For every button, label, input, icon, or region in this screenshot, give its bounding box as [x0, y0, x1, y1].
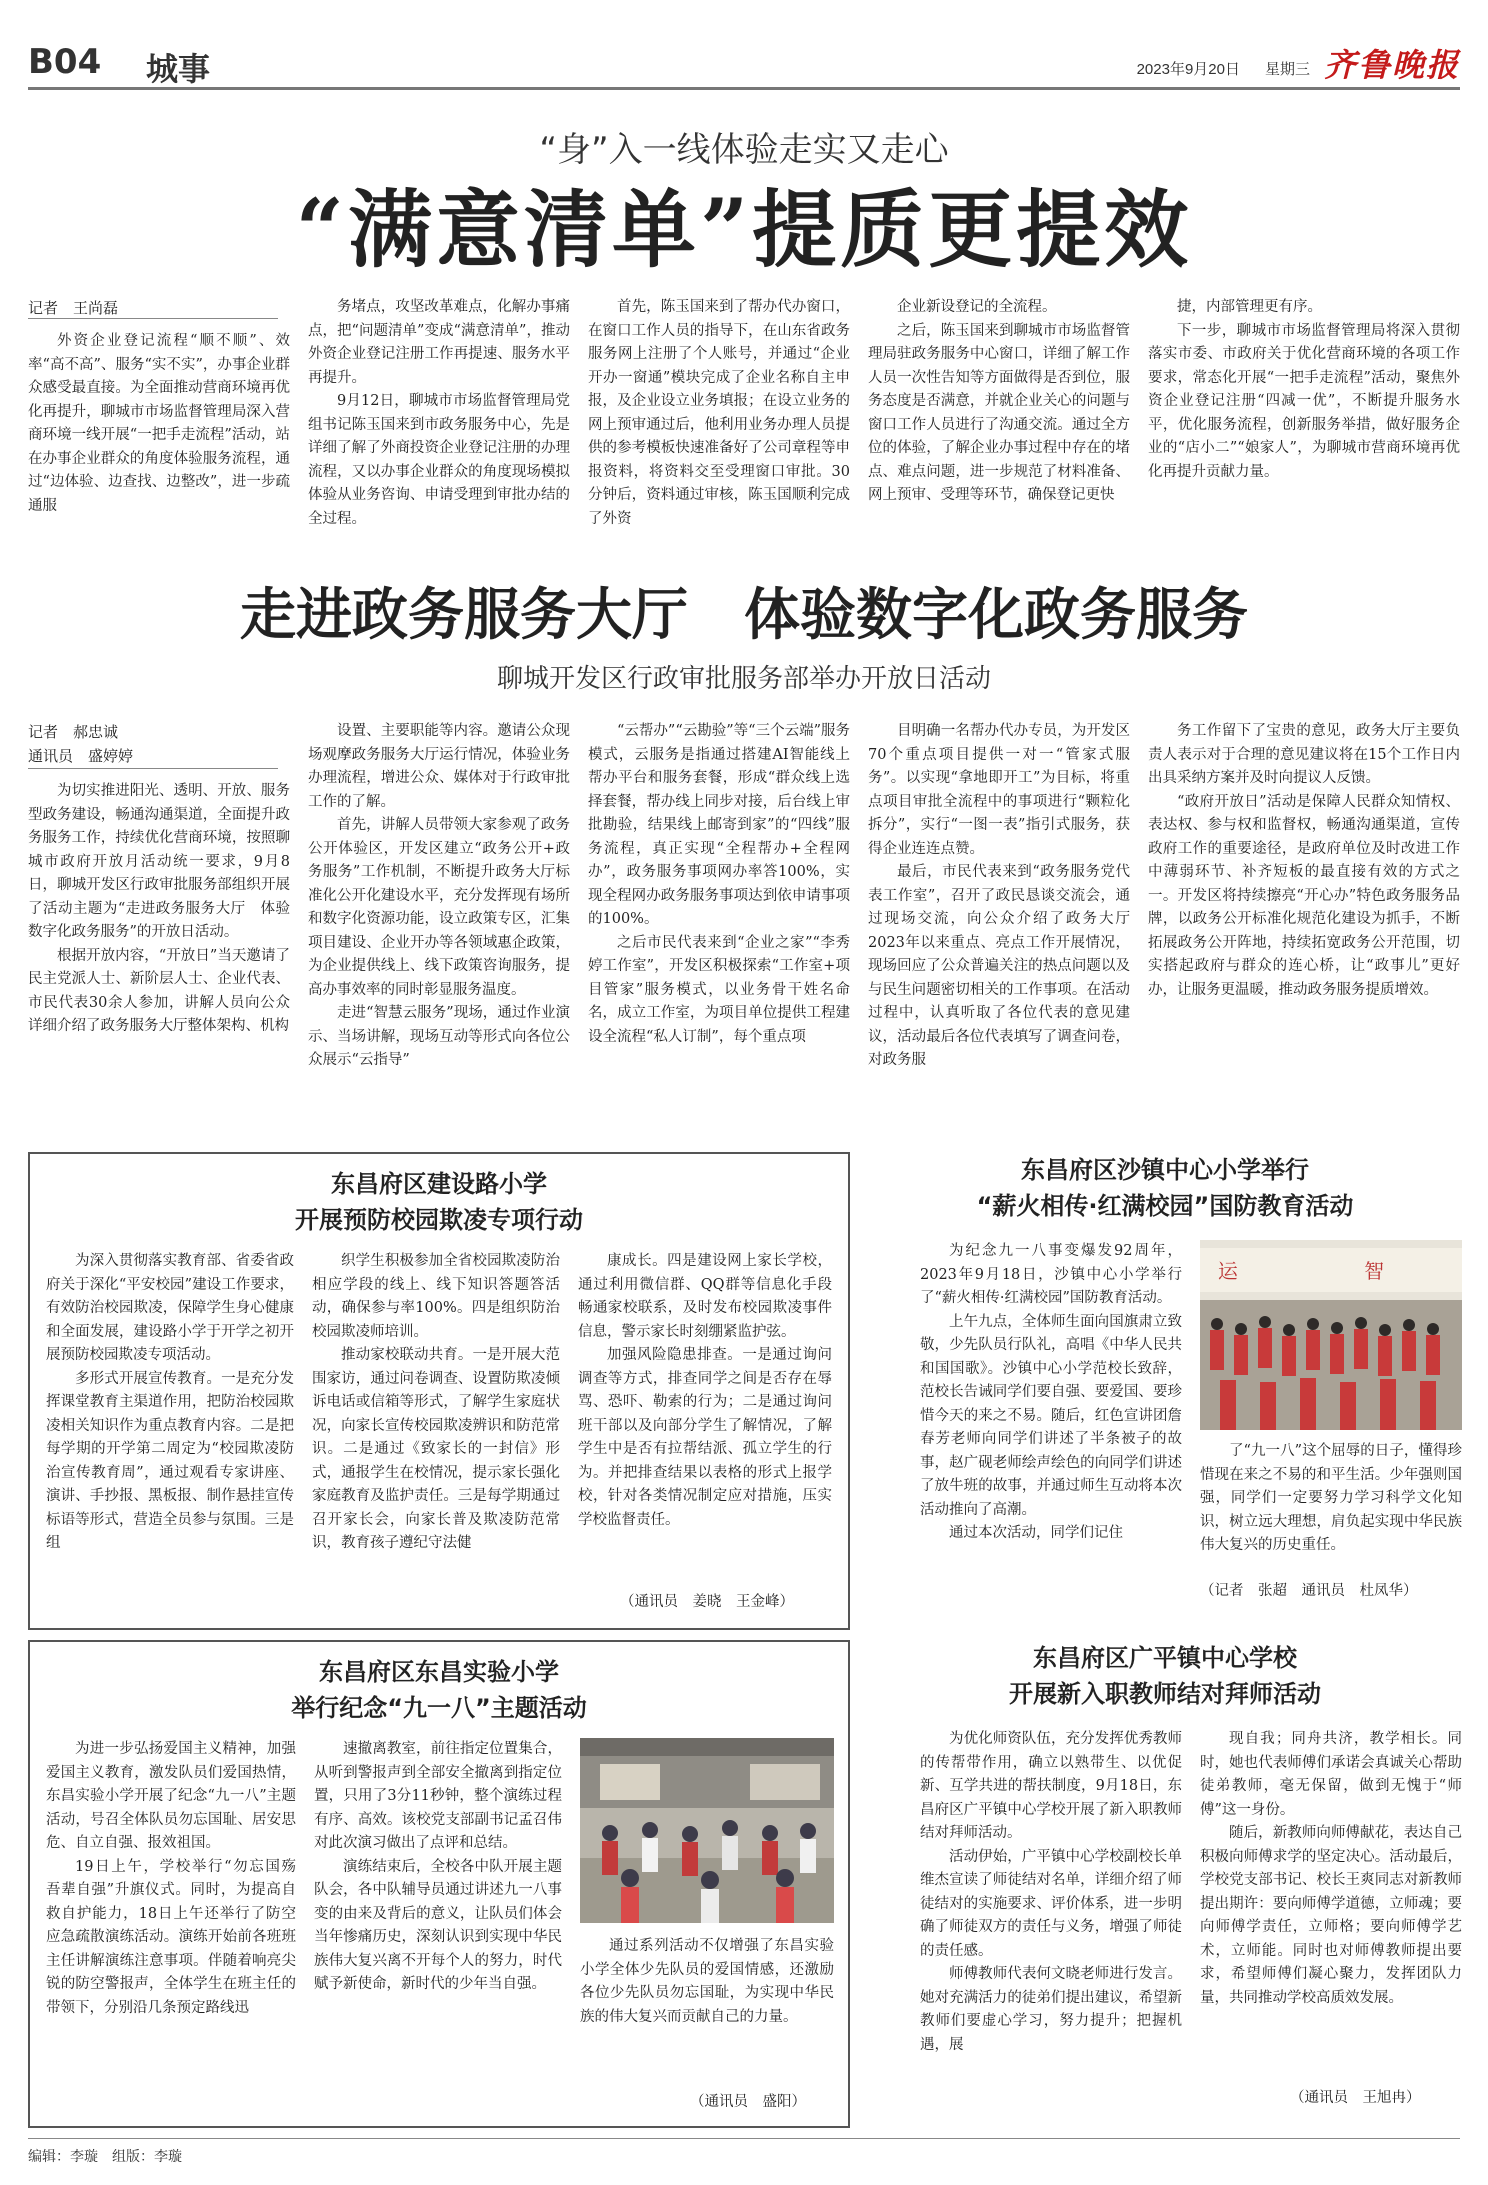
- box1-column-2: [312, 1250, 560, 1590]
- article2-column-5: [1148, 720, 1460, 1135]
- paragraph: 加强风险隐患排查。一是通过询问调查等方式，排查同学之间是否存在辱骂、恐吓、勒索的行为；二是通过询问班干部以及向部分学生了解情况，了解学生中是否有拉帮结派、孤立学生的行为。并把排查结果以表格的形式上报学校，针对各类情况制定应对措施，压实学校监督责任。: [578, 1347, 832, 1528]
- footer-rule: [28, 2138, 1460, 2139]
- box2-column-2: [314, 1738, 562, 2118]
- paragraph: 多形式开展宣传教育。一是充分发挥课堂教育主渠道作用，把防治校园欺凌相关知识作为重点教育内容。二是把每学期的开学第二周定为“校园欺凌防治宣传教育周”，通过观看专家讲座、演讲、手抄报、黑板报、制作悬挂宣传标语等形式，营造全员参与氛围。三是组: [46, 1370, 294, 1551]
- box3-column-2: 了“九一八”这个屈辱的日子，懂得珍惜现在来之不易的和平生活。少年强则国强，同学们一定要努力学习科学文化知识，树立远大理想，肩负起实现中华民族伟大复兴的历史重任。: [1200, 1443, 1462, 1553]
- box4-signature: （通讯员 王旭冉）: [1290, 2090, 1421, 2106]
- paragraph: 织学生积极参加全省校园欺凌防治相应学段的线上、线下知识答题答活动，确保参与率100%。四是组织防治校园欺凌师培训。: [312, 1253, 560, 1340]
- article2-headline: 走进政务服务大厅 体验数字化政务服务: [240, 582, 1248, 648]
- paragraph: 为进一步弘扬爱国主义精神，加强爱国主义教育，激发队员们爱国热情，东昌实验小学开展了纪念“九一八”主题活动，号召全体队员勿忘国耻、居安思危、自立自强、报效祖国。: [46, 1741, 296, 1851]
- box2-column-3: 通过系列活动不仅增强了东昌实验小学全体少先队员的爱国情感，还激励各位少先队员勿忘国耻，为实现中华民族的伟大复兴而贡献自己的力量。: [580, 1938, 834, 2025]
- page-number: B04: [28, 42, 102, 82]
- article2-byline-reporter: 记者 郝忠诚: [28, 723, 119, 741]
- box2-column-1: [46, 1738, 311, 2118]
- article2-column-2: [308, 720, 570, 1135]
- byline-rule: [28, 318, 278, 319]
- paragraph: 目明确一名帮办代办专员，为开发区70个重点项目提供一对一“管家式服务”。以实现“拿地即开工”为目标，将重点项目审批全流程中的事项进行“颗粒化拆分”，实行“一图一表”指引式服务，获得企业连连点赞。: [868, 723, 1130, 857]
- page-footer-credits: 编辑：李璇 组版：李璇: [28, 2149, 182, 2165]
- box1-title-line2: 开展预防校园欺凌专项行动: [295, 1206, 583, 1234]
- page-header: [28, 38, 1460, 90]
- article1-column-2: [308, 296, 570, 556]
- box1-column-1: [46, 1250, 294, 1590]
- paragraph: 根据开放内容，“开放日”当天邀请了民主党派人士、新阶层人士、企业代表、市民代表30余人参加，讲解人员向公众详细介绍了政务服务大厅整体架构、机构: [28, 947, 290, 1034]
- article1-column-3: 首先，陈玉国来到了帮办代办窗口，在窗口工作人员的指导下，在山东省政务服务网上注册了个人账号，并通过“企业开办一窗通”模块完成了企业名称自主申报，及企业设立业务填报；在设立业务的网上预审通过后，他利用业务办理人员提供的参考模板快速准备好了公司章程等申报资料，将资料交至受理窗口审批。30分钟后，资料通过审核，陈玉国顺利完成了外资: [588, 299, 850, 527]
- issue-date: 2023年9月20日: [1136, 61, 1240, 78]
- box4-title-line2: 开展新入职教师结对拜师活动: [1009, 1680, 1321, 1708]
- paragraph: 首先，讲解人员带领大家参观了政务公开体验区，开发区建立“政务公开+政务服务”工作机制，不断提升政务大厅标准化公开化建设水平，充分发挥现有场所和数字化资源功能，设立政策专区，汇集项目建设、企业开办等各领域惠企政策，为企业提供线上、线下政策咨询服务，提高办事效率的同时彰显服务温度。: [308, 817, 570, 998]
- paragraph: 为优化师资队伍，充分发挥优秀教师的传帮带作用，确立以熟带生、以优促新、互学共进的帮扶制度，9月18日，东昌府区广平镇中心学校开展了新入职教师结对拜师活动。: [920, 1731, 1182, 1841]
- paragraph: 为纪念九一八事变爆发92周年，2023年9月18日，沙镇中心小学举行了“薪火相传·红满校园”国防教育活动。: [920, 1243, 1182, 1306]
- issue-weekday: 星期三: [1264, 61, 1310, 78]
- paragraph: “云帮办”“云勘验”等“三个云端”服务模式，云服务是指通过搭建AI智能线上帮办平台和服务套餐，形成“群众线上选择套餐，帮办线上同步对接，后台线上审批勘验，结果线上邮寄到家”的“四线”服务流程，真正实现“全程帮办+全程网办”，政务服务事项网办率答100%，实现全程网办政务服务事项达到依申请事项的100%。: [588, 723, 850, 927]
- box4-title-line1: 东昌府区广平镇中心学校: [1033, 1644, 1297, 1672]
- paragraph: 9月12日，聊城市市场监督管理局党组书记陈玉国来到市政务服务中心，先是详细了解了外商投资企业登记注册的办理流程，又以办事企业群众的角度现场模拟体验从业务咨询、申请受理到审批办结的全过程。: [308, 393, 570, 527]
- article2-column-1: [28, 780, 290, 1135]
- paragraph: 企业新设登记的全流程。: [897, 299, 1057, 315]
- article2-column-3: [588, 720, 850, 1135]
- box3-column-1: [920, 1240, 1182, 1570]
- paragraph: 务堵点，攻坚改革难点，化解办事痛点，把“问题清单”变成“满意清单”，推动外资企业登记注册工作再提速、服务水平再提升。: [308, 299, 570, 386]
- paragraph: 最后，市民代表来到“政务服务党代表工作室”，召开了政民恳谈交流会，通过现场交流，向公众介绍了政务大厅2023年以来重点、亮点工作开展情况，现场回应了公众普遍关注的热点问题以及与民生问题密切相关的工作事项。在活动过程中，认真听取了各位代表的意见建议，活动最后各位代表填写了调查问卷，对政务服: [868, 864, 1130, 1068]
- paragraph: 捷，内部管理更有序。: [1177, 299, 1322, 315]
- paragraph: 下一步，聊城市市场监督管理局将深入贯彻落实市委、市政府关于优化营商环境的各项工作要求，常态化开展“一把手走流程”活动，聚焦外资企业登记注册“四减一优”，不断提升服务水平，优化服务流程，创新服务举措，做好服务企业的“店小二”“娘家人”，为聊城市营商环境再优化再提升贡献力量。: [1148, 322, 1460, 480]
- drill-photo: [580, 1738, 834, 1923]
- paragraph: 演练结束后，全校各中队开展主题队会，各中队辅导员通过讲述九一八事变的由来及背后的意义，让队员们体会当年惨痛历史，深刻认识到实现中华民族伟大复兴离不开每个人的努力，时代赋予新使命，新时代的少年当自强。: [314, 1858, 562, 1992]
- box3-title-line1: 东昌府区沙镇中心小学举行: [1021, 1156, 1309, 1184]
- paragraph: 现自我；同舟共济，教学相长。同时，她也代表师傅们承诺会真诚关心帮助徒弟教师，毫无保留，做到无愧于“师傅”这一身份。: [1200, 1731, 1462, 1818]
- article2-byline-correspondent: 通讯员 盛婷婷: [28, 747, 134, 765]
- paragraph: 随后，新教师向师傅献花，表达自己积极向师傅求学的坚定决心。活动最后，学校党支部书记、校长王爽同志对新教师提出期许：要向师傅学道德，立师魂；要向师傅学责任，立师格；要向师傅学艺术，立师能。同时也对师傅教师提出要求，希望师傅们凝心聚力，发挥团队力量，共同推动学校高质效发展。: [1200, 1825, 1462, 2006]
- article1-column-4: [868, 296, 1130, 556]
- paragraph: 师傅教师代表何文晓老师进行发言。她对充满活力的徒弟们提出建议，希望新教师们要虚心学习，努力提升；把握机遇，展: [920, 1966, 1182, 2053]
- box4-column-1: [920, 1728, 1182, 2120]
- paragraph: 为深入贯彻落实教育部、省委省政府关于深化“平安校园”建设工作要求，有效防治校园欺凌，保障学生身心健康和全面发展，建设路小学于开学之初开展预防校园欺凌专项活动。: [46, 1253, 294, 1363]
- flag-ceremony-photo: [1200, 1240, 1462, 1430]
- box3-title-line2: “薪火相传·红满校园”国防教育活动: [976, 1192, 1354, 1220]
- paragraph: 通过本次活动，同学们记住: [949, 1525, 1123, 1541]
- article2-column-4: [868, 720, 1130, 1135]
- article1-byline: 记者 王尚磊: [28, 299, 119, 317]
- paragraph: 19日上午，学校举行“勿忘国殇 吾辈自强”升旗仪式。同时，为提高自救自护能力，18日上午还举行了防空应急疏散演练活动。演练开始前各班班主任讲解演练注意事项。伴随着响亮尖锐的防空警报声，全体学生在班主任的带领下，分别沿几条预定路线迅: [46, 1858, 311, 2016]
- article1-headline: “满意清单”提质更提效: [295, 180, 1193, 279]
- byline-rule: [28, 768, 278, 769]
- paragraph: 为切实推进阳光、透明、开放、服务型政务建设，畅通沟通渠道，全面提升政务服务工作，持续优化营商环境，按照聊城市政府开放月活动统一要求，9月8日，聊城开发区行政审批服务部组织开展了活动主题为“走进政务服务大厅 体验数字化政务服务”的开放日活动。: [28, 783, 290, 940]
- paragraph: 康成长。四是建设网上家长学校，通过利用微信群、QQ群等信息化手段畅通家校联系，及时发布校园欺凌事件信息，警示家长时刻绷紧监护弦。: [578, 1253, 832, 1340]
- section-name: 城事: [146, 50, 211, 88]
- box3-signature: （记者 张超 通讯员 杜凤华）: [1200, 1583, 1418, 1599]
- paragraph: 活动伊始，广平镇中心学校副校长单维杰宣读了师徒结对名单，详细介绍了师徒结对的实施要求、评价体系，进一步明确了师徒双方的责任与义务，增强了师徒的责任感。: [920, 1848, 1182, 1959]
- paragraph: 务工作留下了宝贵的意见，政务大厅主要负责人表示对于合理的意见建议将在15个工作日内出具采纳方案并及时向提议人反馈。: [1148, 723, 1460, 786]
- paragraph: 推动家校联动共育。一是开展大范围家访，通过问卷调查、设置防欺凌倾诉电话或信箱等形式，了解学生家庭状况，向家长宣传校园欺凌辨识和防范常识。二是通过《致家长的一封信》形式，通报学生在校情况，提示家长强化家庭教育及监护责任。三是每学期通过召开家长会，向家长普及欺凌防范常识，教育孩子遵纪守法健: [312, 1347, 560, 1551]
- paragraph: 走进“智慧云服务”现场，通过作业演示、当场讲解，现场互动等形式向各位公众展示“云指导”: [308, 1005, 570, 1068]
- article1-kicker: “身”入一线体验走实又走心: [539, 130, 949, 170]
- box2-signature: （通讯员 盛阳）: [690, 2094, 806, 2110]
- article2-subhead: 聊城开发区行政审批服务部举办开放日活动: [496, 664, 991, 694]
- newspaper-logo: 齐鲁晚报: [1323, 46, 1460, 84]
- box4-column-2: [1200, 1728, 1462, 2078]
- paragraph: 之后市民代表来到“企业之家”“李秀婷工作室”，开发区积极探索“工作室+项目管家”服务模式，以业务骨干姓名命名，成立工作室，为项目单位提供工程建设全流程“私人订制”，每个重点项: [588, 934, 850, 1045]
- box2-title-line1: 东昌府区东昌实验小学: [319, 1658, 559, 1686]
- paragraph: 上午九点，全体师生面向国旗肃立致敬，少先队员行队礼，高唱《中华人民共和国国歌》。沙镇中心小学范校长致辞，范校长告诫同学们要自强、要爱国、要珍惜今天的来之不易。随后，红色宣讲团詹春芳老师向同学们讲述了半条被子的故事，赵广砚老师绘声绘色的向同学们讲述了放牛班的故事，并通过师生互动将本次活动推向了高潮。: [920, 1313, 1182, 1518]
- article1-column-5: [1148, 296, 1460, 556]
- paragraph: 设置、主要职能等内容。邀请公众现场观摩政务服务大厅运行情况，体验业务办理流程，增进公众、媒体对于行政审批工作的了解。: [308, 723, 570, 810]
- article1-column-1: 外资企业登记流程“顺不顺”、效率“高不高”、服务“实不实”，办事企业群众感受最直接。为全面推动营商环境再优化再提升，聊城市市场监督管理局深入营商环境一线开展“一把手走流程”活动，站在办事企业群众的角度体验服务流程，通过“边体验、边查找、边整改”，进一步疏通服: [28, 333, 290, 514]
- box1-column-3: [578, 1250, 832, 1555]
- box1-signature: （通讯员 姜晓 王金峰）: [620, 1594, 794, 1610]
- box2-title-line2: 举行纪念“九一八”主题活动: [291, 1694, 587, 1722]
- box1-title-line1: 东昌府区建设路小学: [331, 1170, 547, 1198]
- photo-banner-text: 运 智: [1217, 1259, 1445, 1283]
- paragraph: 速撤离教室，前往指定位置集合，从听到警报声到全部安全撤离到指定位置，只用了3分11秒钟，整个演练过程有序、高效。该校党支部副书记孟召伟对此次演习做出了点评和总结。: [314, 1741, 562, 1851]
- paragraph: 之后，陈玉国来到聊城市市场监督管理局驻政务服务中心窗口，详细了解工作人员一次性告知等方面做得是否到位，服务态度是否满意，并就企业关心的问题与窗口工作人员进行了沟通交流。通过全方位的体验，了解企业办事过程中存在的堵点、难点问题，进一步规范了材料准备、网上预审、受理等环节，确保登记更快: [868, 322, 1130, 503]
- paragraph: “政府开放日”活动是保障人民群众知情权、表达权、参与权和监督权，畅通沟通渠道，宣传政府工作的重要途径，是政府单位及时改进工作中薄弱环节、补齐短板的最直接有效的方式之一。开发区将持续擦亮“开心办”特色政务服务品牌，以政务公开标准化规范化建设为抓手，不断拓展政务公开阵地，持续拓宽政务公开范围，切实搭起政府与群众的连心桥，让“政事儿”更好办，让服务更温暖，推动政务服务提质增效。: [1148, 793, 1460, 998]
